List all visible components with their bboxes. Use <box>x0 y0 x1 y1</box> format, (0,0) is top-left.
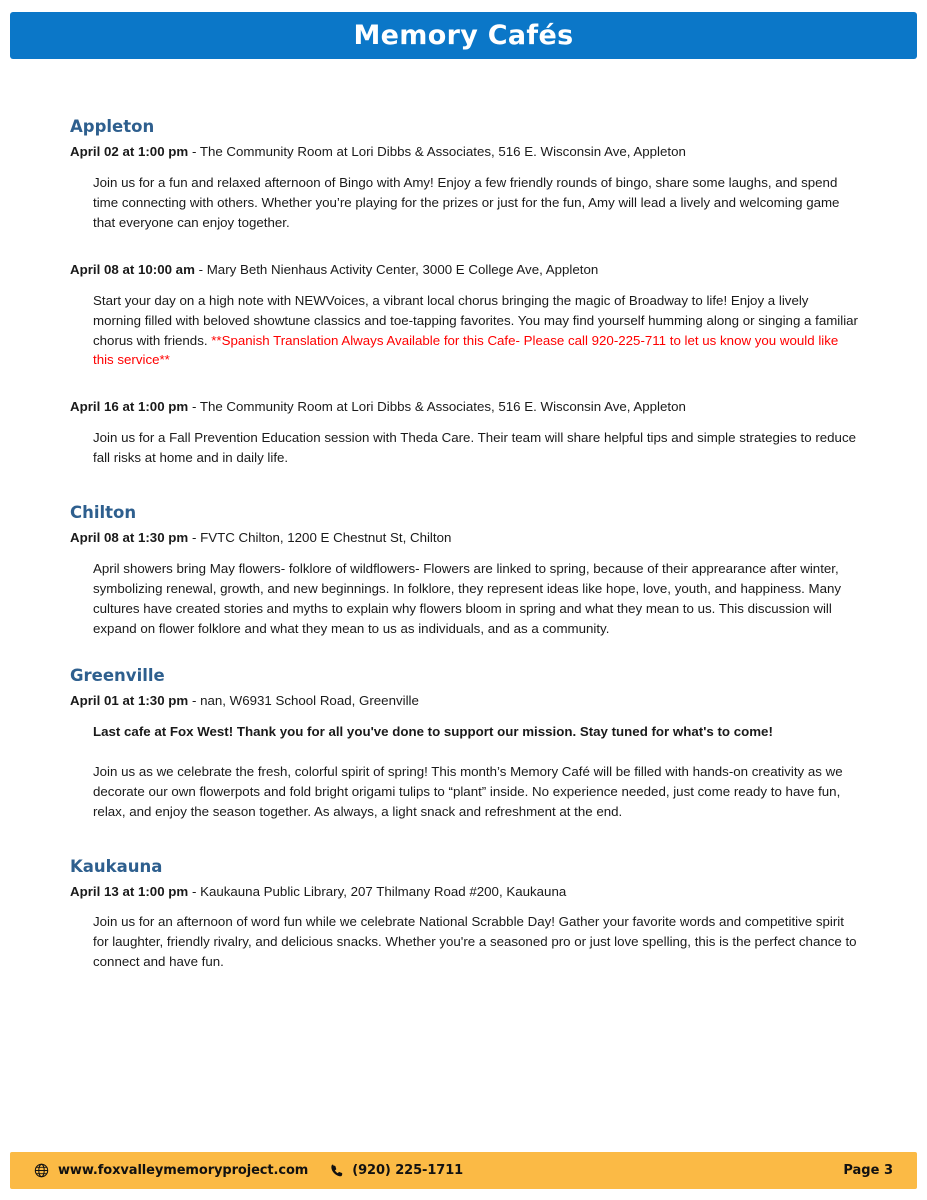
spacer <box>70 486 858 504</box>
event-item <box>70 883 858 973</box>
event-item <box>70 692 858 822</box>
event-location: FVTC Chilton, 1200 E Chestnut St, Chilton <box>200 530 452 546</box>
event-header-line <box>70 883 858 901</box>
spacer <box>70 657 858 667</box>
event-location: The Community Room at Lori Dibbs & Associates, 516 E. Wisconsin Ave, Appleton <box>199 143 686 159</box>
city-section-appleton <box>70 118 858 468</box>
city-section-chilton <box>70 504 858 639</box>
event-location: Mary Beth Nienhaus Activity Center, 3000 E College Ave, Appleton <box>206 261 599 277</box>
event-separator: - <box>188 883 201 899</box>
event-item <box>70 261 858 371</box>
event-datetime: April 02 at 1:00 pm <box>70 143 189 159</box>
event-separator: - <box>194 261 207 277</box>
footer-website[interactable]: www.foxvalleymemoryproject.com <box>58 1163 309 1178</box>
event-header-line <box>70 398 858 416</box>
event-bold-note: Last cafe at Fox West! Thank you for all you've done to support our mission. Stay tuned for what's to come! <box>93 723 773 739</box>
phone-icon <box>330 1163 344 1178</box>
event-item <box>70 398 858 468</box>
event-header-line <box>70 692 858 710</box>
event-datetime: April 13 at 1:00 pm <box>70 883 189 899</box>
event-description: Join us for an afternoon of word fun while we celebrate National Scrabble Day! Gather your favorite words and competitive spirit for laughter, friendly rivalry, and delicious snacks. Whether you're a seasoned pro or just love spelling, this is the perfect chance to connect and have fun. <box>93 914 857 970</box>
event-separator: - <box>188 399 200 415</box>
city-heading: Chilton <box>70 503 137 523</box>
page-title: Memory Cafés <box>353 20 574 51</box>
city-section-greenville <box>70 667 858 822</box>
event-location: The Community Room at Lori Dibbs & Associates, 516 E. Wisconsin Ave, Appleton <box>199 399 686 415</box>
spacer <box>70 840 858 858</box>
header-banner <box>10 12 917 59</box>
event-datetime: April 08 at 10:00 am <box>70 261 195 277</box>
footer-bar <box>10 1152 917 1189</box>
event-header-line <box>70 143 858 161</box>
event-separator: - <box>188 530 201 546</box>
event-item <box>70 529 858 639</box>
event-separator: - <box>188 143 200 159</box>
footer-page-number: Page 3 <box>843 1163 893 1178</box>
globe-icon <box>34 1163 49 1178</box>
event-header-line <box>70 261 858 279</box>
event-description: Join us for a Fall Prevention Education session with Theda Care. Their team will share helpful tips and simple strategies to reduce fall risks at home and in daily life. <box>93 430 856 466</box>
event-datetime: April 16 at 1:00 pm <box>70 399 189 415</box>
event-description <box>70 291 858 371</box>
footer-phone-group <box>330 1163 463 1178</box>
city-heading: Appleton <box>70 117 155 136</box>
event-header-line <box>70 529 858 547</box>
event-description-text: Start your day on a high note with NEWVoices, a vibrant local chorus bringing the magic of Broadway to life! Enjoy a lively morning filled with beloved showtune classics and toe-tapping favorites. You may find yourself humming along or singing a familiar chorus with friends. <box>93 292 858 348</box>
event-datetime: April 08 at 1:30 pm <box>70 530 189 546</box>
spacer <box>70 388 858 398</box>
city-heading: Greenville <box>70 665 165 685</box>
footer-website-group <box>34 1163 308 1178</box>
event-description: April showers bring May flowers- folklore of wildflowers- Flowers are linked to spring, because of their apprearance after winter, symbolizing renewal, growth, and new beginnings. In folklore, they represent ideas like hope, love, youth, and happiness. Many cultures have created stories and myths to explain why flowers bloom in spring and what they mean to us. This discussion will expand on flower folklore and what they mean to us as individuals, and as a community. <box>93 561 842 636</box>
event-description: Join us for a fun and relaxed afternoon of Bingo with Amy! Enjoy a few friendly rounds of bingo, share some laughs, and spend time connecting with others. Whether you’re playing for the prizes or just for the fun, Amy will lead a lively and welcoming game that everyone can enjoy together. <box>93 174 840 230</box>
event-datetime: April 01 at 1:30 pm <box>70 692 189 708</box>
event-item <box>70 143 858 233</box>
event-alert-note: **Spanish Translation Always Available for this Cafe- Please call 920-225-711 to let us know you would like this service** <box>93 332 839 368</box>
spacer <box>70 251 858 261</box>
document-content <box>70 118 858 990</box>
event-location: Kaukauna Public Library, 207 Thilmany Road #200, Kaukauna <box>200 883 567 899</box>
city-section-kaukauna <box>70 858 858 973</box>
event-location: nan, W6931 School Road, Greenville <box>200 692 419 708</box>
footer-phone[interactable]: (920) 225-1711 <box>352 1163 464 1178</box>
city-heading: Kaukauna <box>70 856 163 876</box>
event-separator: - <box>188 692 201 708</box>
event-description: Join us as we celebrate the fresh, colorful spirit of spring! This month’s Memory Café will be filled with hands-on creativity as we decorate our own flowerpots and fold bright origami tulips to “plant” inside. No experience needed, just come ready to have fun, relax, and enjoy the season together. As always, a light snack and refreshment at the end. <box>93 763 843 819</box>
